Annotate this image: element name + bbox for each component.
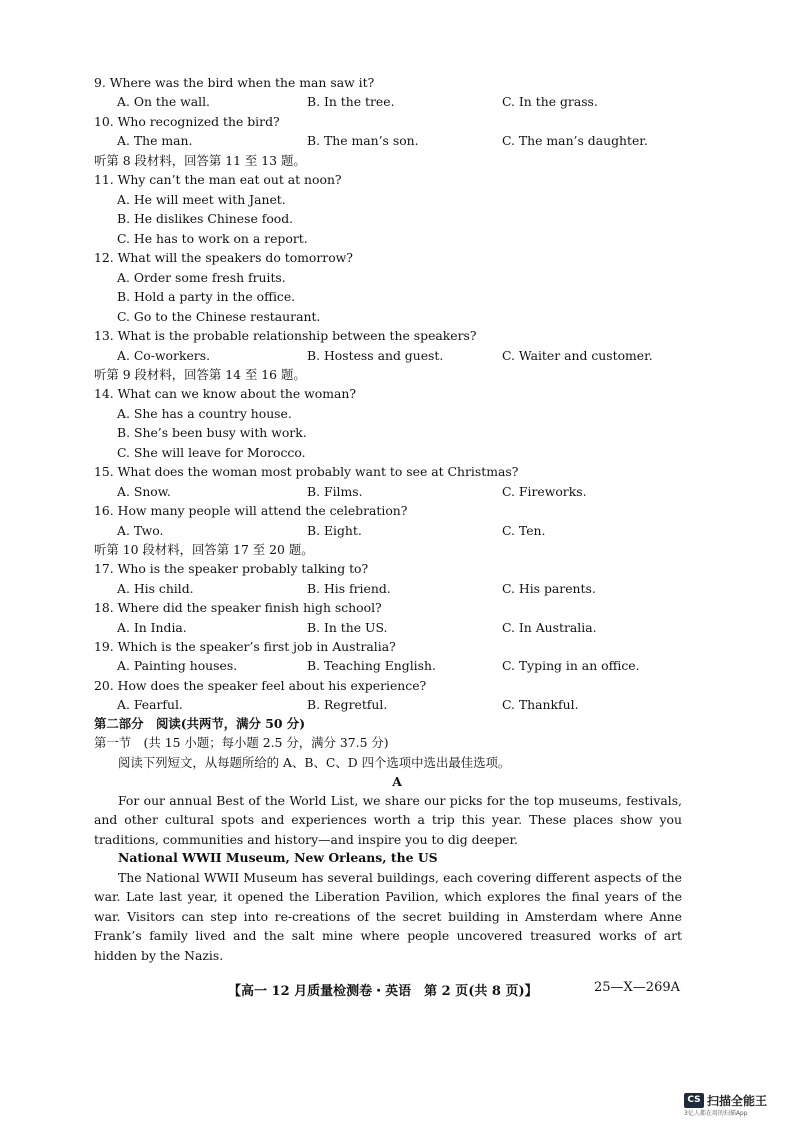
option-20a: A. Fearful.: [117, 697, 183, 712]
option-11a: A. He will meet with Janet.: [117, 192, 286, 207]
question-14: 14. What can we know about the woman?: [94, 386, 357, 401]
section1-heading: 第一节 (共 15 小题；每小题 2.5 分，满分 37.5 分): [94, 735, 389, 750]
option-20c: C. Thankful.: [502, 697, 579, 712]
option-19b: B. Teaching English.: [307, 658, 436, 673]
question-19: 19. Which is the speaker’s first job in Australia?: [94, 639, 396, 654]
scanner-tagline: 3亿人都在用的扫描App: [684, 1110, 748, 1117]
option-15c: C. Fireworks.: [502, 484, 587, 499]
option-18b: B. In the US.: [307, 620, 388, 635]
option-12a: A. Order some fresh fruits.: [117, 270, 286, 285]
option-9b: B. In the tree.: [307, 94, 395, 109]
option-10a: A. The man.: [117, 133, 193, 148]
option-9c: C. In the grass.: [502, 94, 598, 109]
scanner-watermark: [684, 1090, 768, 1117]
passage-paragraph-1: For our annual Best of the World List, we share our picks for the top museums, festivals, and other cultural spots and experiences worth a trip this year. These places show you traditions, communities and history—and inspire you to dig deeper.: [94, 793, 682, 847]
option-16b: B. Eight.: [307, 523, 362, 538]
option-14a: A. She has a country house.: [117, 406, 292, 421]
footer-code: 25—X—269A: [594, 980, 680, 995]
reading-direction: 阅读下列短文，从每题所给的 A、B、C、D 四个选项中选出最佳选项。: [118, 755, 511, 770]
option-15b: B. Films.: [307, 484, 363, 499]
option-12c: C. Go to the Chinese restaurant.: [117, 309, 321, 324]
option-19a: A. Painting houses.: [117, 658, 238, 673]
question-12: 12. What will the speakers do tomorrow?: [94, 250, 353, 265]
option-17b: B. His friend.: [307, 581, 391, 596]
option-17a: A. His child.: [117, 581, 194, 596]
passage-letter: A: [392, 774, 402, 789]
option-16a: A. Two.: [117, 523, 164, 538]
question-17: 17. Who is the speaker probably talking to?: [94, 561, 369, 576]
scanner-app-name: 扫描全能王: [707, 1094, 768, 1108]
question-20: 20. How does the speaker feel about his experience?: [94, 678, 427, 693]
option-11b: B. He dislikes Chinese food.: [117, 211, 294, 226]
question-15: 15. What does the woman most probably want to see at Christmas?: [94, 464, 519, 479]
option-11c: C. He has to work on a report.: [117, 231, 308, 246]
option-20b: B. Regretful.: [307, 697, 388, 712]
question-16: 16. How many people will attend the celebration?: [94, 503, 408, 518]
question-11: 11. Why can’t the man eat out at noon?: [94, 172, 342, 187]
option-13b: B. Hostess and guest.: [307, 348, 444, 363]
option-14b: B. She’s been busy with work.: [117, 425, 307, 440]
instruction-seg9: 听第 9 段材料，回答第 14 至 16 题。: [94, 367, 306, 382]
option-18a: A. In India.: [117, 620, 187, 635]
option-17c: C. His parents.: [502, 581, 596, 596]
option-16c: C. Ten.: [502, 523, 546, 538]
option-19c: C. Typing in an office.: [502, 658, 640, 673]
part2-heading: 第二部分 阅读(共两节，满分 50 分): [94, 716, 306, 731]
option-13a: A. Co-workers.: [117, 348, 211, 363]
camscanner-icon: CS: [684, 1093, 704, 1108]
question-9: 9. Where was the bird when the man saw it?: [94, 75, 375, 90]
passage-paragraph-2: The National WWII Museum has several buildings, each covering different aspects of the war. Late last year, it opened the Liberation Pavilion, which explores the final years of the war. Visitors can step into re-creations of the secret building in Amsterdam where Anne Frank’s family lived and the salt mine where people uncovered treasured works of art hidden by the Nazis.: [94, 870, 682, 963]
option-10b: B. The man’s son.: [307, 133, 419, 148]
option-14c: C. She will leave for Morocco.: [117, 445, 306, 460]
option-15a: A. Snow.: [117, 484, 171, 499]
instruction-seg10: 听第 10 段材料，回答第 17 至 20 题。: [94, 542, 314, 557]
footer-title: 【高一 12 月质量检测卷・英语 第 2 页(共 8 页)】: [228, 984, 538, 999]
question-13: 13. What is the probable relationship between the speakers?: [94, 328, 477, 343]
passage-subheading: National WWII Museum, New Orleans, the US: [118, 850, 438, 865]
option-12b: B. Hold a party in the office.: [117, 289, 296, 304]
option-10c: C. The man’s daughter.: [502, 133, 648, 148]
option-18c: C. In Australia.: [502, 620, 597, 635]
option-13c: C. Waiter and customer.: [502, 348, 653, 363]
option-9a: A. On the wall.: [117, 94, 210, 109]
question-18: 18. Where did the speaker finish high school?: [94, 600, 382, 615]
instruction-seg8: 听第 8 段材料，回答第 11 至 13 题。: [94, 153, 306, 168]
question-10: 10. Who recognized the bird?: [94, 114, 280, 129]
